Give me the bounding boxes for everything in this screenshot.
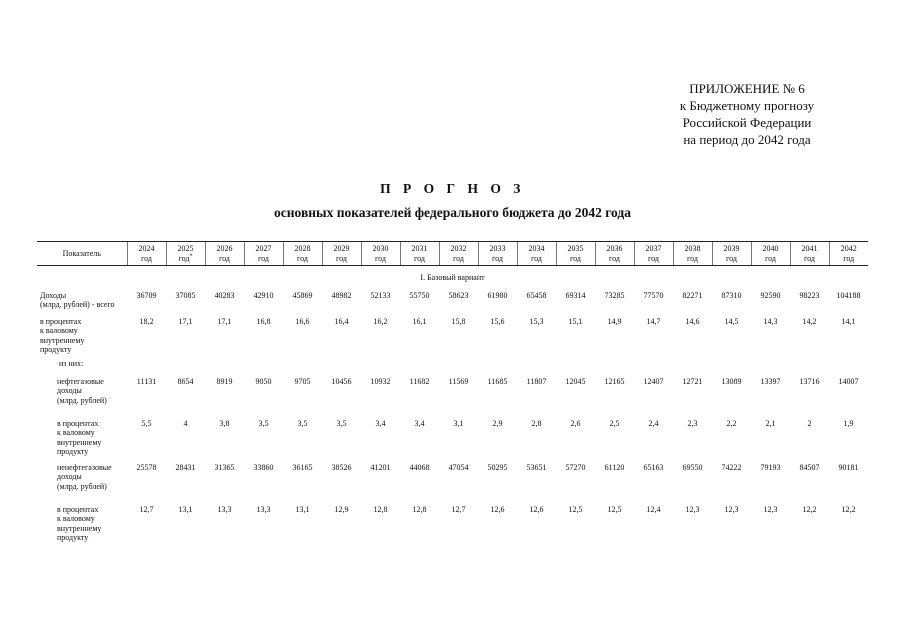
table-row (37, 317, 868, 359)
row-label-line: в процентах (40, 316, 82, 326)
table-cell: 13,1 (178, 504, 193, 514)
row-label-line: к валовому (40, 326, 78, 335)
year-value: 2027 (255, 244, 272, 253)
row-label-line: доходы (57, 386, 82, 395)
table-cell: 82271 (682, 290, 703, 300)
year-value: 2040 (762, 244, 779, 253)
table-cell: 36709 (136, 290, 157, 300)
table-cell: 16,4 (334, 316, 349, 326)
table-cell: 33860 (253, 462, 274, 472)
row-label (37, 463, 127, 505)
table-cell: 14,6 (685, 316, 700, 326)
table-cell: 14,3 (763, 316, 778, 326)
table-cell: 12,4 (646, 504, 661, 514)
row-label-line: продукту (57, 533, 89, 542)
table-cell: 2,2 (726, 418, 737, 428)
row-label-line: к валовому (57, 428, 95, 437)
table-cell: 50295 (487, 462, 508, 472)
year-value: 2034 (528, 244, 545, 253)
table-cell: 65163 (643, 462, 664, 472)
column-header-year (283, 242, 322, 266)
year-word (596, 254, 634, 264)
table-cell: 15,8 (451, 316, 466, 326)
row-label-line: к валовому (57, 514, 95, 523)
row-label-line: (млрд. рублей) - всего (40, 300, 115, 309)
table-cell: 10932 (370, 376, 391, 386)
column-header-year (517, 242, 556, 266)
table-cell: 53651 (526, 462, 547, 472)
table-row (37, 377, 868, 419)
table-cell: 3,5 (336, 418, 347, 428)
table-cell: 16,6 (295, 316, 310, 326)
table-cell: 16,1 (412, 316, 427, 326)
table-cell: 16,8 (256, 316, 271, 326)
row-label (37, 359, 868, 377)
table-cell: 3,5 (297, 418, 308, 428)
table-cell: 11682 (409, 376, 430, 386)
year-value: 2035 (567, 244, 584, 253)
year-value: 2026 (216, 244, 233, 253)
table-cell: 87310 (721, 290, 742, 300)
table-cell: 28431 (175, 462, 196, 472)
year-value: 2033 (489, 244, 506, 253)
year-word (440, 254, 478, 264)
table-cell: 11131 (136, 376, 157, 386)
year-value: 2042 (840, 244, 857, 253)
table-cell: 11569 (448, 376, 469, 386)
year-value: 2041 (801, 244, 818, 253)
row-label-line: (млрд. рублей) (57, 481, 107, 491)
column-header-year (244, 242, 283, 266)
year-word (401, 254, 439, 264)
table-cell: 2,3 (687, 418, 698, 428)
year-word-text: год (453, 253, 464, 263)
table-cell: 12,5 (568, 504, 583, 514)
year-word (206, 254, 244, 264)
year-value: 2039 (723, 244, 740, 253)
year-word (362, 254, 400, 264)
table-cell: 61980 (487, 290, 508, 300)
row-label (37, 505, 127, 545)
appendix-line: на период до 2042 года (683, 132, 811, 147)
year-word (557, 254, 595, 264)
table-row (37, 291, 868, 317)
table-cell: 13,1 (295, 504, 310, 514)
table-cell: 12407 (643, 376, 664, 386)
table-cell: 15,3 (529, 316, 544, 326)
year-word-text: год (765, 253, 776, 263)
document-title: П Р О Г Н О З (380, 181, 525, 196)
appendix-line: к Бюджетному прогнозу (679, 98, 815, 113)
table-cell: 4 (183, 418, 188, 428)
row-label-line: доходы (57, 472, 82, 481)
table-cell: 57270 (565, 462, 586, 472)
year-word-text: год (141, 253, 152, 263)
table-cell: 2,5 (609, 418, 620, 428)
row-label (37, 377, 127, 419)
table-cell: 42910 (253, 290, 274, 300)
year-value: 2038 (684, 244, 701, 253)
year-word-text: год (297, 253, 308, 263)
year-word (713, 254, 751, 264)
row-label-line: из них: (59, 358, 84, 368)
year-word-text: год (375, 253, 386, 263)
table-cell: 65458 (526, 290, 547, 300)
table-cell: 14,5 (724, 316, 739, 326)
table-cell: 12,2 (802, 504, 817, 514)
table-cell: 14,2 (802, 316, 817, 326)
column-header-year (673, 242, 712, 266)
column-header-year (400, 242, 439, 266)
column-header-year (127, 242, 166, 266)
table-cell: 74222 (721, 462, 742, 472)
column-header-year (712, 242, 751, 266)
row-label-line: внутреннему (57, 523, 102, 533)
row-label-line: продукту (40, 345, 72, 354)
table-cell: 2,1 (765, 418, 776, 428)
table-cell: 12,3 (724, 504, 739, 514)
year-word (284, 254, 322, 264)
table-cell: 17,1 (217, 316, 232, 326)
table-cell: 47054 (448, 462, 469, 472)
appendix-heading (647, 80, 847, 148)
row-label-line: (млрд. рублей) (57, 395, 107, 405)
column-header-year (478, 242, 517, 266)
table-cell: 25578 (136, 462, 157, 472)
row-label-line: нефтегазовые (57, 376, 104, 386)
column-header-year (439, 242, 478, 266)
column-header-year (556, 242, 595, 266)
table-cell: 3,8 (219, 418, 230, 428)
year-word-text: год (414, 253, 425, 263)
table-cell: 15,1 (568, 316, 583, 326)
row-label (37, 419, 127, 463)
table-cell: 2,8 (531, 418, 542, 428)
section-title: I. Базовый вариант (420, 273, 485, 282)
year-word (635, 254, 673, 264)
column-header-year (829, 242, 868, 266)
row-label-line: продукту (57, 447, 89, 456)
table-cell: 31365 (214, 462, 235, 472)
table-cell: 13,3 (256, 504, 271, 514)
table-cell: 8654 (177, 376, 194, 386)
year-value: 2030 (372, 244, 389, 253)
table-cell: 12,6 (529, 504, 544, 514)
table-cell: 104188 (836, 290, 861, 300)
year-value: 2025 (177, 244, 194, 253)
column-header-year (751, 242, 790, 266)
table-cell: 37085 (175, 290, 196, 300)
footnote-mark: * (189, 252, 193, 259)
table-cell: 12,7 (139, 504, 154, 514)
table-cell: 11685 (487, 376, 508, 386)
year-word-text: год (726, 253, 737, 263)
table-cell: 12,9 (334, 504, 349, 514)
table-cell: 12,2 (841, 504, 856, 514)
table-cell: 69550 (682, 462, 703, 472)
year-value: 2028 (294, 244, 311, 253)
table-cell: 12,5 (607, 504, 622, 514)
table-row (37, 463, 868, 505)
year-word-text: год (492, 253, 503, 263)
year-word-text: год (258, 253, 269, 263)
section-row (37, 266, 868, 291)
table-cell: 14,7 (646, 316, 661, 326)
year-word-text: год (609, 253, 620, 263)
table-body (37, 266, 868, 545)
column-header-year (634, 242, 673, 266)
table-cell: 52133 (370, 290, 391, 300)
table-cell: 13716 (799, 376, 820, 386)
forecast-table (37, 241, 868, 545)
table-cell: 15,6 (490, 316, 505, 326)
year-word (167, 254, 205, 264)
table-cell: 5,5 (141, 418, 152, 428)
year-word-text: год (687, 253, 698, 263)
table-cell: 13397 (760, 376, 781, 386)
table-row (37, 505, 868, 545)
year-value: 2037 (645, 244, 662, 253)
table-header-row (37, 242, 868, 266)
table-cell: 2,4 (648, 418, 659, 428)
row-label-line: в процентах (57, 504, 99, 514)
table-cell: 16,2 (373, 316, 388, 326)
year-value: 2036 (606, 244, 623, 253)
year-word-text: год (531, 253, 542, 263)
document-subtitle: основных показателей федерального бюджета до 2042 года (274, 205, 631, 220)
table-cell: 38526 (331, 462, 352, 472)
year-word (791, 254, 829, 264)
table-cell: 92590 (760, 290, 781, 300)
row-label (37, 317, 127, 359)
table-cell: 13,3 (217, 504, 232, 514)
table-cell: 12165 (604, 376, 625, 386)
column-header-year (322, 242, 361, 266)
table-cell: 69314 (565, 290, 586, 300)
year-word-text: год (219, 253, 230, 263)
table-cell: 9050 (255, 376, 272, 386)
table-cell: 44068 (409, 462, 430, 472)
table-cell: 14007 (838, 376, 859, 386)
column-header-year (205, 242, 244, 266)
table-cell: 3,5 (258, 418, 269, 428)
table-cell: 1,9 (843, 418, 854, 428)
table-cell: 12,6 (490, 504, 505, 514)
table-cell: 58623 (448, 290, 469, 300)
table-cell: 2,9 (492, 418, 503, 428)
column-header-indicator: Показатель (37, 242, 127, 266)
table-cell: 2,6 (570, 418, 581, 428)
year-word-text: год (178, 253, 190, 263)
table-cell: 17,1 (178, 316, 193, 326)
year-word (674, 254, 712, 264)
row-label-line: ненефтегазовые (57, 462, 112, 472)
year-word (128, 254, 166, 264)
year-word (518, 254, 556, 264)
year-word (479, 254, 517, 264)
table-cell: 48982 (331, 290, 352, 300)
table-cell: 18,2 (139, 316, 154, 326)
table-cell: 14,9 (607, 316, 622, 326)
table-cell: 9705 (294, 376, 311, 386)
table-cell: 12721 (682, 376, 703, 386)
row-label-line: внутреннему (40, 335, 85, 345)
table-cell: 12,3 (685, 504, 700, 514)
appendix-line: Российской Федерации (682, 115, 812, 130)
table-cell: 45869 (292, 290, 313, 300)
table-row (37, 419, 868, 463)
table-cell: 12,8 (412, 504, 427, 514)
table-cell: 12,8 (373, 504, 388, 514)
table-cell: 79193 (760, 462, 781, 472)
row-label (37, 291, 127, 317)
year-word (245, 254, 283, 264)
table-cell: 98223 (799, 290, 820, 300)
column-header-year (361, 242, 400, 266)
row-label-line: Доходы (40, 290, 67, 300)
year-word (752, 254, 790, 264)
year-value: 2024 (138, 244, 155, 253)
row-label-line: в процентах (57, 418, 99, 428)
table-cell: 3,4 (414, 418, 425, 428)
table-cell: 12045 (565, 376, 586, 386)
year-word-text: год (804, 253, 815, 263)
year-word-text: год (843, 253, 855, 263)
table-cell: 13089 (721, 376, 742, 386)
year-word-text: год (336, 253, 347, 263)
table-cell: 11807 (526, 376, 547, 386)
table-cell: 12,3 (763, 504, 778, 514)
table-cell: 36165 (292, 462, 313, 472)
table-cell: 61120 (604, 462, 625, 472)
table-row (37, 359, 868, 377)
table-cell: 8919 (216, 376, 233, 386)
year-value: 2029 (333, 244, 350, 253)
year-value: 2031 (411, 244, 428, 253)
year-word-text: год (570, 253, 581, 263)
table-cell: 84507 (799, 462, 820, 472)
table-cell: 3,1 (453, 418, 464, 428)
table-cell: 55750 (409, 290, 430, 300)
year-word-text: год (648, 253, 659, 263)
column-header-year (595, 242, 634, 266)
column-header-year (166, 242, 205, 266)
table-cell: 41201 (370, 462, 391, 472)
table-cell: 90181 (838, 462, 859, 472)
table-cell: 3,4 (375, 418, 386, 428)
table-cell: 12,7 (451, 504, 466, 514)
year-word (323, 254, 361, 264)
year-word (830, 254, 869, 264)
table-cell: 40283 (214, 290, 235, 300)
table-cell: 2 (807, 418, 812, 428)
table-cell: 14,1 (841, 316, 856, 326)
appendix-line: ПРИЛОЖЕНИЕ № 6 (689, 81, 805, 96)
table-cell: 73285 (604, 290, 625, 300)
table-cell: 10456 (331, 376, 352, 386)
row-label-line: внутреннему (57, 437, 102, 447)
year-value: 2032 (450, 244, 467, 253)
column-header-year (790, 242, 829, 266)
table-cell: 77570 (643, 290, 664, 300)
